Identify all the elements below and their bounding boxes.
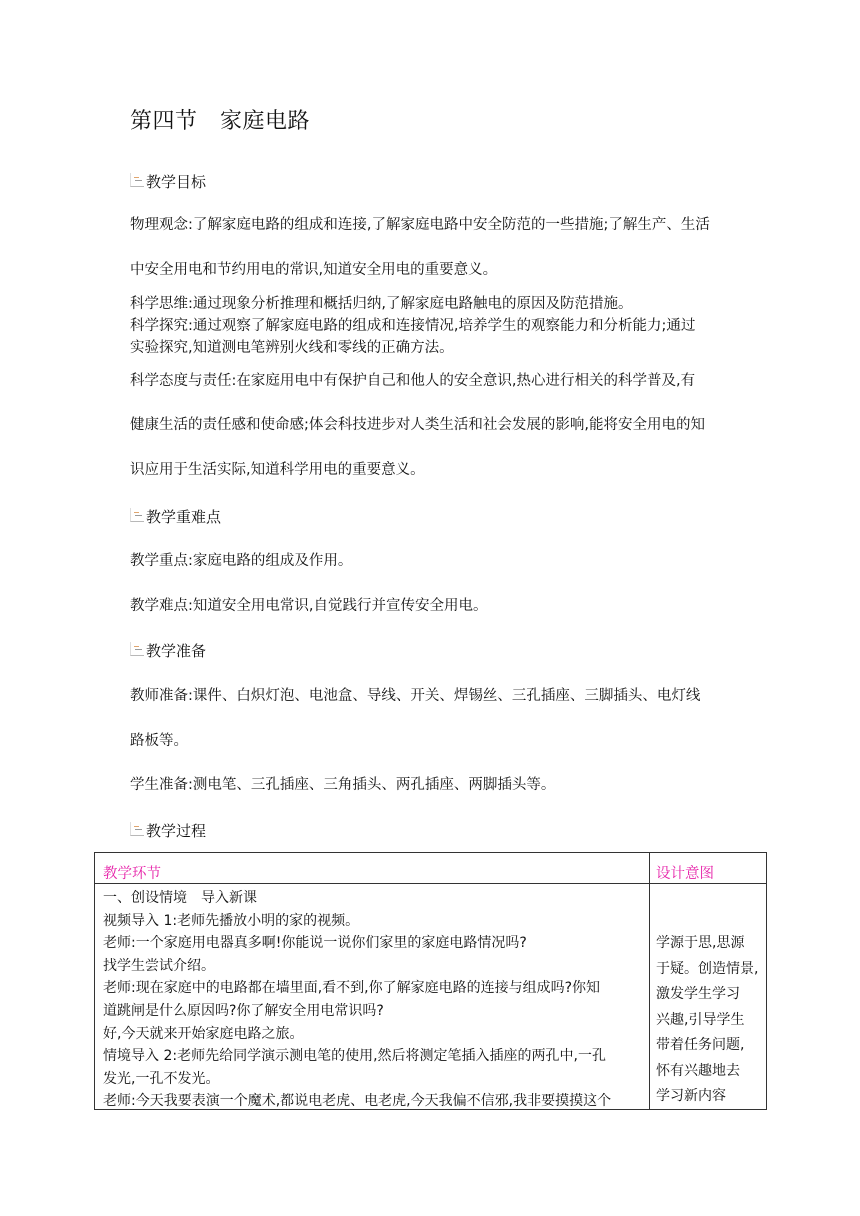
intent-line: 激发学生学习: [656, 986, 740, 1002]
goal-text-line: 健康生活的责任感和使命感;体会科技进步对人类生活和社会发展的影响,能将安全用电的知: [130, 417, 705, 433]
table-divider: [649, 853, 650, 1109]
image-placeholder-icon: [130, 642, 144, 656]
table-line: 找学生尝试介绍。: [103, 957, 215, 974]
section-heading-label: 教学重难点: [146, 508, 222, 526]
table-cell-intent: [656, 931, 764, 1110]
section-heading-goals: [130, 171, 206, 192]
intent-line: 怀有兴趣地去: [656, 1062, 740, 1079]
table-divider: [95, 883, 766, 884]
section-heading-label: 教学过程: [146, 822, 207, 840]
goal-text-line: 科学探究:通过观察了解家庭电路的组成和连接情况,培养学生的观察能力和分析能力;通过: [130, 318, 696, 334]
intent-line: 兴趣,引导学生: [656, 1011, 745, 1028]
teaching-focus: 教学重点:家庭电路的组成及作用。: [130, 553, 353, 569]
student-preparation: 学生准备:测电笔、三孔插座、三角插头、两孔插座、两脚插头等。: [130, 777, 556, 793]
section-heading-label: 教学目标: [146, 173, 207, 191]
intent-line: 学源于思,思源: [656, 935, 745, 951]
image-placeholder-icon: [130, 822, 144, 836]
teaching-process-table: [94, 852, 767, 1110]
goal-text-line: 中安全用电和节约用电的常识,知道安全用电的重要意义。: [130, 262, 498, 278]
table-line: 发光,一孔不发光。: [103, 1070, 220, 1087]
table-line: 好,今天就来开始家庭电路之旅。: [103, 1025, 304, 1042]
table-line: 情境导入 2:老师先给同学演示测电笔的使用,然后将测定笔插入插座的两孔中,一孔: [103, 1048, 606, 1065]
image-placeholder-icon: [130, 508, 144, 522]
section-heading-key-points: [130, 506, 221, 527]
table-header-stage: 教学环节: [103, 866, 161, 882]
goal-text-line: 科学思维:通过现象分析推理和概括归纳,了解家庭电路触电的原因及防范措施。: [130, 296, 633, 312]
teacher-preparation: 路板等。: [130, 733, 188, 749]
intent-line: 学习新内容: [656, 1088, 726, 1104]
teacher-preparation: 教师准备:课件、白炽灯泡、电池盒、导线、开关、焊锡丝、三孔插座、三脚插头、电灯线: [130, 688, 701, 704]
table-cell-stage: [103, 887, 648, 1113]
goal-text-line: 实验探究,知道测电笔辨别火线和零线的正确方法。: [130, 340, 454, 356]
goal-text-line: 科学态度与责任:在家庭用电中有保护自己和他人的安全意识,热心进行相关的科学普及,有: [130, 373, 696, 389]
image-placeholder-icon: [130, 173, 144, 187]
table-line: 老师:今天我要表演一个魔术,都说电老虎、电老虎,今天我偏不信邪,我非要摸摸这个: [103, 1093, 612, 1110]
goal-text-line: 物理观念:了解家庭电路的组成和连接,了解家庭电路中安全防范的一些措施;了解生产、生活: [130, 217, 710, 233]
section-heading-preparation: [130, 640, 206, 661]
table-line: 道跳闸是什么原因吗?你了解安全用电常识吗?: [103, 1002, 384, 1019]
table-line: 老师:一个家庭用电器真多啊!你能说一说你们家里的家庭电路情况吗?: [103, 935, 527, 952]
goal-text-line: 识应用于生活实际,知道科学用电的重要意义。: [130, 462, 425, 478]
section-heading-label: 教学准备: [146, 642, 207, 660]
section-heading-process: [130, 820, 206, 841]
table-line: 一、创设情境 导入新课: [103, 890, 257, 906]
teaching-difficulty: 教学难点:知道安全用电常识,自觉践行并宣传安全用电。: [130, 598, 488, 614]
table-line: 老师:现在家庭中的电路都在墙里面,看不到,你了解家庭电路的连接与组成吗?你知: [103, 980, 601, 997]
table-line: 视频导入 1:老师先播放小明的家的视频。: [103, 912, 360, 929]
intent-line: 于疑。创造情景,: [656, 960, 759, 977]
page-title: 第四节 家庭电路: [130, 109, 311, 134]
intent-line: 带着任务问题,: [656, 1037, 745, 1053]
table-header-intent: 设计意图: [656, 866, 714, 882]
